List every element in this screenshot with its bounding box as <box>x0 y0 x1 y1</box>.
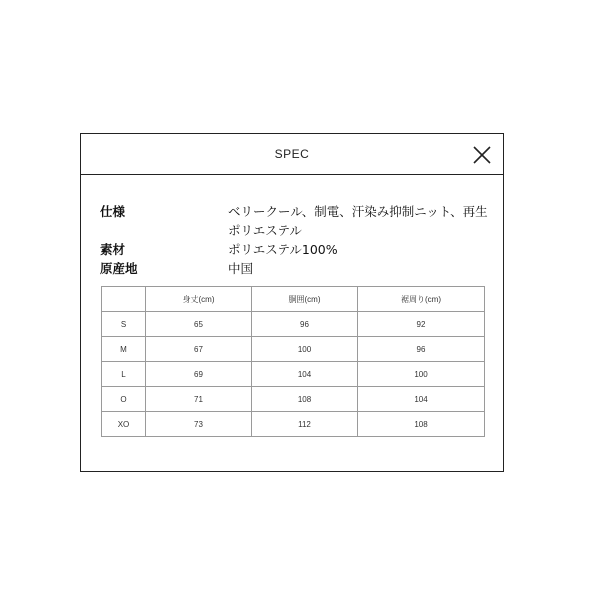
spec-label: 仕様 <box>100 204 126 219</box>
table-cell: 108 <box>252 387 358 412</box>
table-cell: L <box>102 362 146 387</box>
table-cell: 100 <box>358 362 485 387</box>
table-cell: 67 <box>146 337 252 362</box>
table-header-cell: 裾周り(cm) <box>358 287 485 312</box>
table-cell: S <box>102 312 146 337</box>
table-cell: 104 <box>252 362 358 387</box>
size-table <box>101 286 485 437</box>
spec-row-material <box>100 240 490 259</box>
table-cell: 96 <box>358 337 485 362</box>
table-cell: 69 <box>146 362 252 387</box>
spec-modal <box>80 133 504 472</box>
table-header-cell: 身丈(cm) <box>146 287 252 312</box>
table-cell: M <box>102 337 146 362</box>
spec-row-origin <box>100 259 490 278</box>
table-row <box>102 387 485 412</box>
spec-row-spec <box>100 202 490 240</box>
table-cell: 112 <box>252 412 358 437</box>
table-cell: 100 <box>252 337 358 362</box>
spec-label: 素材 <box>100 242 126 257</box>
table-cell: XO <box>102 412 146 437</box>
spec-value: 中国 <box>228 261 254 276</box>
spec-value: ポリエステル100% <box>228 242 338 257</box>
table-row <box>102 337 485 362</box>
table-row <box>102 362 485 387</box>
table-header-cell <box>102 287 146 312</box>
table-row <box>102 412 485 437</box>
table-cell: O <box>102 387 146 412</box>
spec-list <box>100 202 490 278</box>
table-cell: 108 <box>358 412 485 437</box>
table-cell: 71 <box>146 387 252 412</box>
table-cell: 65 <box>146 312 252 337</box>
table-cell: 104 <box>358 387 485 412</box>
spec-label: 原産地 <box>100 261 138 276</box>
table-cell: 92 <box>358 312 485 337</box>
modal-title: SPEC <box>274 147 310 161</box>
table-cell: 96 <box>252 312 358 337</box>
close-button[interactable] <box>471 144 493 166</box>
table-header-cell: 胴囲(cm) <box>252 287 358 312</box>
table-row <box>102 312 485 337</box>
spec-value: ベリークール、制電、汗染み抑制ニット、再生ポリエステル <box>228 204 488 238</box>
close-icon <box>471 144 493 166</box>
table-header-row <box>102 287 485 312</box>
modal-header <box>81 134 503 175</box>
table-cell: 73 <box>146 412 252 437</box>
